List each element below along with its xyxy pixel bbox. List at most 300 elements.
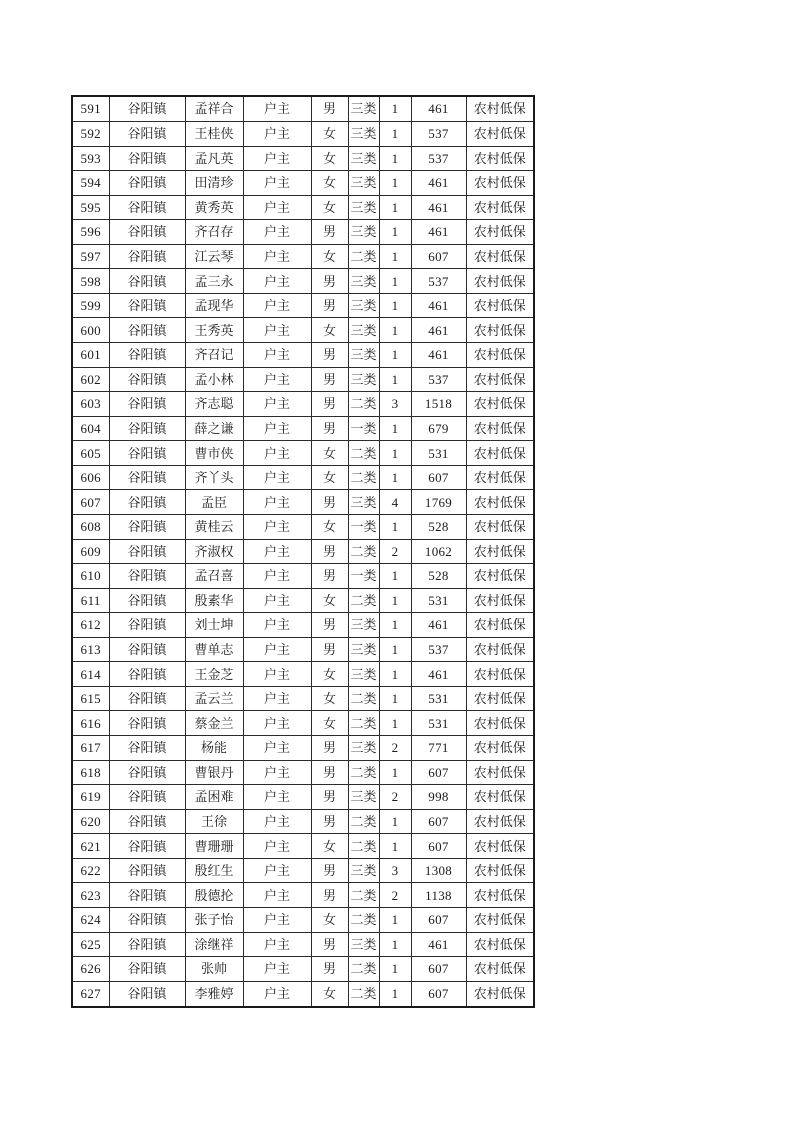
cell-welfare-type: 农村低保 [466, 367, 534, 392]
cell-category: 三类 [348, 662, 379, 687]
cell-town: 谷阳镇 [109, 416, 185, 441]
cell-relation: 户主 [243, 883, 311, 908]
table-row [72, 269, 534, 294]
cell-gender: 男 [311, 932, 348, 957]
cell-gender: 男 [311, 637, 348, 662]
cell-person-count: 1 [379, 367, 411, 392]
table-row [72, 588, 534, 613]
cell-category: 一类 [348, 514, 379, 539]
cell-category: 三类 [348, 785, 379, 810]
cell-row-index: 626 [72, 957, 109, 982]
cell-town: 谷阳镇 [109, 244, 185, 269]
cell-name: 孟困难 [185, 785, 243, 810]
cell-name: 孟凡英 [185, 146, 243, 171]
cell-town: 谷阳镇 [109, 318, 185, 343]
cell-name: 黄秀英 [185, 195, 243, 220]
cell-row-index: 593 [72, 146, 109, 171]
cell-welfare-type: 农村低保 [466, 907, 534, 932]
cell-amount: 461 [411, 932, 466, 957]
cell-relation: 户主 [243, 907, 311, 932]
cell-town: 谷阳镇 [109, 465, 185, 490]
cell-relation: 户主 [243, 662, 311, 687]
cell-person-count: 1 [379, 686, 411, 711]
cell-person-count: 1 [379, 269, 411, 294]
cell-person-count: 1 [379, 834, 411, 859]
cell-gender: 女 [311, 244, 348, 269]
cell-town: 谷阳镇 [109, 711, 185, 736]
cell-name: 王桂侠 [185, 121, 243, 146]
table-row [72, 416, 534, 441]
cell-name: 王秀英 [185, 318, 243, 343]
cell-amount: 1138 [411, 883, 466, 908]
cell-gender: 女 [311, 146, 348, 171]
cell-town: 谷阳镇 [109, 957, 185, 982]
cell-name: 齐志聪 [185, 392, 243, 417]
cell-category: 二类 [348, 686, 379, 711]
cell-category: 二类 [348, 883, 379, 908]
cell-category: 三类 [348, 613, 379, 638]
cell-welfare-type: 农村低保 [466, 539, 534, 564]
cell-name: 孟现华 [185, 293, 243, 318]
cell-category: 三类 [348, 269, 379, 294]
cell-relation: 户主 [243, 686, 311, 711]
cell-name: 殷素华 [185, 588, 243, 613]
cell-relation: 户主 [243, 858, 311, 883]
cell-relation: 户主 [243, 760, 311, 785]
cell-amount: 537 [411, 121, 466, 146]
cell-name: 孟召喜 [185, 564, 243, 589]
cell-category: 二类 [348, 588, 379, 613]
cell-person-count: 4 [379, 490, 411, 515]
cell-town: 谷阳镇 [109, 932, 185, 957]
cell-welfare-type: 农村低保 [466, 785, 534, 810]
table-row [72, 736, 534, 761]
cell-person-count: 1 [379, 932, 411, 957]
cell-amount: 461 [411, 613, 466, 638]
table-row [72, 932, 534, 957]
cell-person-count: 1 [379, 564, 411, 589]
cell-relation: 户主 [243, 834, 311, 859]
cell-welfare-type: 农村低保 [466, 121, 534, 146]
cell-row-index: 627 [72, 981, 109, 1007]
cell-person-count: 1 [379, 957, 411, 982]
cell-person-count: 1 [379, 514, 411, 539]
cell-town: 谷阳镇 [109, 588, 185, 613]
cell-town: 谷阳镇 [109, 220, 185, 245]
cell-welfare-type: 农村低保 [466, 96, 534, 121]
table-row [72, 858, 534, 883]
cell-welfare-type: 农村低保 [466, 244, 534, 269]
cell-town: 谷阳镇 [109, 146, 185, 171]
cell-town: 谷阳镇 [109, 907, 185, 932]
cell-town: 谷阳镇 [109, 171, 185, 196]
cell-gender: 女 [311, 171, 348, 196]
cell-welfare-type: 农村低保 [466, 736, 534, 761]
cell-category: 二类 [348, 465, 379, 490]
cell-relation: 户主 [243, 269, 311, 294]
cell-row-index: 625 [72, 932, 109, 957]
cell-person-count: 1 [379, 343, 411, 368]
cell-name: 孟祥合 [185, 96, 243, 121]
cell-category: 三类 [348, 171, 379, 196]
cell-row-index: 606 [72, 465, 109, 490]
cell-welfare-type: 农村低保 [466, 662, 534, 687]
cell-relation: 户主 [243, 367, 311, 392]
cell-category: 三类 [348, 195, 379, 220]
cell-welfare-type: 农村低保 [466, 318, 534, 343]
cell-row-index: 603 [72, 392, 109, 417]
table-row [72, 244, 534, 269]
cell-gender: 男 [311, 760, 348, 785]
cell-amount: 607 [411, 981, 466, 1007]
cell-gender: 女 [311, 195, 348, 220]
cell-row-index: 624 [72, 907, 109, 932]
cell-town: 谷阳镇 [109, 269, 185, 294]
cell-welfare-type: 农村低保 [466, 564, 534, 589]
cell-category: 三类 [348, 121, 379, 146]
cell-welfare-type: 农村低保 [466, 441, 534, 466]
cell-person-count: 1 [379, 220, 411, 245]
table-row [72, 883, 534, 908]
cell-category: 三类 [348, 490, 379, 515]
cell-relation: 户主 [243, 785, 311, 810]
cell-relation: 户主 [243, 564, 311, 589]
cell-name: 曹市侠 [185, 441, 243, 466]
cell-row-index: 597 [72, 244, 109, 269]
cell-amount: 461 [411, 662, 466, 687]
cell-relation: 户主 [243, 318, 311, 343]
cell-amount: 607 [411, 244, 466, 269]
cell-name: 刘士坤 [185, 613, 243, 638]
cell-amount: 537 [411, 367, 466, 392]
table-row [72, 785, 534, 810]
cell-relation: 户主 [243, 441, 311, 466]
cell-name: 齐召记 [185, 343, 243, 368]
cell-row-index: 615 [72, 686, 109, 711]
cell-row-index: 622 [72, 858, 109, 883]
cell-welfare-type: 农村低保 [466, 392, 534, 417]
cell-welfare-type: 农村低保 [466, 883, 534, 908]
cell-town: 谷阳镇 [109, 809, 185, 834]
cell-relation: 户主 [243, 981, 311, 1007]
cell-relation: 户主 [243, 392, 311, 417]
cell-amount: 461 [411, 171, 466, 196]
cell-category: 二类 [348, 711, 379, 736]
cell-gender: 女 [311, 711, 348, 736]
cell-amount: 679 [411, 416, 466, 441]
cell-welfare-type: 农村低保 [466, 932, 534, 957]
cell-town: 谷阳镇 [109, 514, 185, 539]
cell-welfare-type: 农村低保 [466, 490, 534, 515]
cell-town: 谷阳镇 [109, 96, 185, 121]
cell-row-index: 608 [72, 514, 109, 539]
cell-amount: 607 [411, 760, 466, 785]
cell-town: 谷阳镇 [109, 613, 185, 638]
cell-town: 谷阳镇 [109, 858, 185, 883]
cell-gender: 女 [311, 514, 348, 539]
cell-amount: 537 [411, 637, 466, 662]
cell-gender: 男 [311, 785, 348, 810]
cell-amount: 531 [411, 441, 466, 466]
cell-welfare-type: 农村低保 [466, 686, 534, 711]
cell-gender: 男 [311, 416, 348, 441]
cell-gender: 女 [311, 981, 348, 1007]
cell-gender: 女 [311, 318, 348, 343]
cell-gender: 男 [311, 957, 348, 982]
cell-category: 二类 [348, 441, 379, 466]
cell-town: 谷阳镇 [109, 785, 185, 810]
cell-row-index: 616 [72, 711, 109, 736]
cell-row-index: 617 [72, 736, 109, 761]
cell-gender: 女 [311, 441, 348, 466]
cell-category: 二类 [348, 981, 379, 1007]
cell-amount: 607 [411, 809, 466, 834]
cell-gender: 男 [311, 883, 348, 908]
cell-category: 三类 [348, 637, 379, 662]
cell-person-count: 3 [379, 858, 411, 883]
table-row [72, 564, 534, 589]
cell-amount: 461 [411, 220, 466, 245]
cell-amount: 1769 [411, 490, 466, 515]
cell-person-count: 1 [379, 293, 411, 318]
cell-amount: 607 [411, 907, 466, 932]
cell-town: 谷阳镇 [109, 293, 185, 318]
cell-amount: 461 [411, 343, 466, 368]
table-row [72, 957, 534, 982]
cell-gender: 男 [311, 96, 348, 121]
cell-name: 孟三永 [185, 269, 243, 294]
cell-relation: 户主 [243, 490, 311, 515]
cell-person-count: 2 [379, 736, 411, 761]
cell-gender: 男 [311, 809, 348, 834]
cell-amount: 531 [411, 588, 466, 613]
cell-row-index: 614 [72, 662, 109, 687]
cell-gender: 女 [311, 686, 348, 711]
cell-row-index: 612 [72, 613, 109, 638]
cell-name: 江云琴 [185, 244, 243, 269]
cell-welfare-type: 农村低保 [466, 269, 534, 294]
cell-name: 齐淑权 [185, 539, 243, 564]
cell-row-index: 591 [72, 96, 109, 121]
cell-amount: 607 [411, 834, 466, 859]
cell-relation: 户主 [243, 957, 311, 982]
cell-welfare-type: 农村低保 [466, 588, 534, 613]
cell-name: 蔡金兰 [185, 711, 243, 736]
cell-town: 谷阳镇 [109, 834, 185, 859]
cell-amount: 1308 [411, 858, 466, 883]
table-row [72, 318, 534, 343]
cell-category: 二类 [348, 392, 379, 417]
cell-category: 三类 [348, 318, 379, 343]
cell-category: 三类 [348, 367, 379, 392]
cell-town: 谷阳镇 [109, 981, 185, 1007]
table-row [72, 686, 534, 711]
cell-row-index: 609 [72, 539, 109, 564]
cell-amount: 461 [411, 96, 466, 121]
cell-relation: 户主 [243, 416, 311, 441]
table-row [72, 711, 534, 736]
cell-gender: 男 [311, 220, 348, 245]
table-row [72, 809, 534, 834]
cell-welfare-type: 农村低保 [466, 637, 534, 662]
cell-relation: 户主 [243, 293, 311, 318]
cell-amount: 461 [411, 195, 466, 220]
cell-gender: 男 [311, 269, 348, 294]
cell-amount: 771 [411, 736, 466, 761]
cell-amount: 1518 [411, 392, 466, 417]
cell-town: 谷阳镇 [109, 441, 185, 466]
cell-town: 谷阳镇 [109, 686, 185, 711]
cell-relation: 户主 [243, 220, 311, 245]
cell-welfare-type: 农村低保 [466, 834, 534, 859]
cell-row-index: 613 [72, 637, 109, 662]
cell-row-index: 621 [72, 834, 109, 859]
cell-gender: 男 [311, 539, 348, 564]
cell-gender: 男 [311, 564, 348, 589]
cell-amount: 531 [411, 711, 466, 736]
table-row [72, 441, 534, 466]
cell-welfare-type: 农村低保 [466, 416, 534, 441]
table-row [72, 760, 534, 785]
cell-row-index: 607 [72, 490, 109, 515]
cell-person-count: 1 [379, 121, 411, 146]
cell-category: 三类 [348, 736, 379, 761]
cell-person-count: 1 [379, 662, 411, 687]
table-row [72, 293, 534, 318]
cell-name: 李雅婷 [185, 981, 243, 1007]
cell-person-count: 1 [379, 146, 411, 171]
cell-row-index: 598 [72, 269, 109, 294]
cell-row-index: 596 [72, 220, 109, 245]
cell-gender: 男 [311, 293, 348, 318]
cell-category: 二类 [348, 809, 379, 834]
cell-gender: 女 [311, 662, 348, 687]
welfare-records-table [71, 95, 535, 1008]
cell-person-count: 1 [379, 760, 411, 785]
table-row [72, 121, 534, 146]
cell-relation: 户主 [243, 146, 311, 171]
cell-name: 殷红生 [185, 858, 243, 883]
cell-name: 涂继祥 [185, 932, 243, 957]
cell-gender: 女 [311, 588, 348, 613]
cell-person-count: 1 [379, 96, 411, 121]
cell-person-count: 1 [379, 416, 411, 441]
cell-name: 孟云兰 [185, 686, 243, 711]
table-body [72, 96, 534, 1007]
cell-row-index: 605 [72, 441, 109, 466]
cell-row-index: 594 [72, 171, 109, 196]
table-row [72, 662, 534, 687]
cell-row-index: 600 [72, 318, 109, 343]
table-row [72, 343, 534, 368]
cell-name: 王徐 [185, 809, 243, 834]
cell-town: 谷阳镇 [109, 736, 185, 761]
cell-category: 二类 [348, 834, 379, 859]
cell-person-count: 1 [379, 637, 411, 662]
cell-relation: 户主 [243, 809, 311, 834]
cell-relation: 户主 [243, 195, 311, 220]
cell-gender: 男 [311, 343, 348, 368]
cell-name: 张子怡 [185, 907, 243, 932]
cell-town: 谷阳镇 [109, 121, 185, 146]
table-row [72, 465, 534, 490]
cell-person-count: 1 [379, 613, 411, 638]
cell-row-index: 610 [72, 564, 109, 589]
cell-amount: 537 [411, 146, 466, 171]
cell-town: 谷阳镇 [109, 539, 185, 564]
cell-welfare-type: 农村低保 [466, 858, 534, 883]
cell-person-count: 1 [379, 441, 411, 466]
cell-gender: 女 [311, 907, 348, 932]
cell-category: 三类 [348, 932, 379, 957]
cell-category: 二类 [348, 907, 379, 932]
cell-relation: 户主 [243, 465, 311, 490]
cell-gender: 男 [311, 736, 348, 761]
cell-category: 三类 [348, 96, 379, 121]
cell-person-count: 3 [379, 392, 411, 417]
cell-name: 杨能 [185, 736, 243, 761]
cell-relation: 户主 [243, 736, 311, 761]
cell-name: 齐召存 [185, 220, 243, 245]
cell-relation: 户主 [243, 711, 311, 736]
table-row [72, 96, 534, 121]
cell-amount: 528 [411, 514, 466, 539]
cell-gender: 男 [311, 613, 348, 638]
table-row [72, 171, 534, 196]
cell-town: 谷阳镇 [109, 367, 185, 392]
cell-amount: 607 [411, 465, 466, 490]
cell-category: 二类 [348, 957, 379, 982]
cell-row-index: 620 [72, 809, 109, 834]
cell-category: 三类 [348, 293, 379, 318]
cell-person-count: 1 [379, 711, 411, 736]
table-row [72, 146, 534, 171]
table-row [72, 514, 534, 539]
cell-welfare-type: 农村低保 [466, 195, 534, 220]
cell-welfare-type: 农村低保 [466, 146, 534, 171]
cell-name: 王金芝 [185, 662, 243, 687]
cell-row-index: 619 [72, 785, 109, 810]
cell-relation: 户主 [243, 343, 311, 368]
cell-category: 二类 [348, 244, 379, 269]
table-row [72, 195, 534, 220]
cell-name: 孟臣 [185, 490, 243, 515]
cell-person-count: 1 [379, 171, 411, 196]
cell-name: 黄桂云 [185, 514, 243, 539]
cell-amount: 537 [411, 269, 466, 294]
cell-name: 薛之谦 [185, 416, 243, 441]
cell-town: 谷阳镇 [109, 637, 185, 662]
cell-row-index: 601 [72, 343, 109, 368]
cell-row-index: 604 [72, 416, 109, 441]
cell-relation: 户主 [243, 244, 311, 269]
cell-person-count: 2 [379, 785, 411, 810]
table-row [72, 220, 534, 245]
cell-row-index: 611 [72, 588, 109, 613]
cell-category: 二类 [348, 539, 379, 564]
cell-relation: 户主 [243, 932, 311, 957]
table-row [72, 834, 534, 859]
cell-person-count: 1 [379, 809, 411, 834]
cell-amount: 528 [411, 564, 466, 589]
cell-amount: 531 [411, 686, 466, 711]
cell-relation: 户主 [243, 613, 311, 638]
cell-gender: 男 [311, 490, 348, 515]
cell-welfare-type: 农村低保 [466, 343, 534, 368]
cell-person-count: 1 [379, 195, 411, 220]
cell-name: 曹单志 [185, 637, 243, 662]
cell-row-index: 623 [72, 883, 109, 908]
